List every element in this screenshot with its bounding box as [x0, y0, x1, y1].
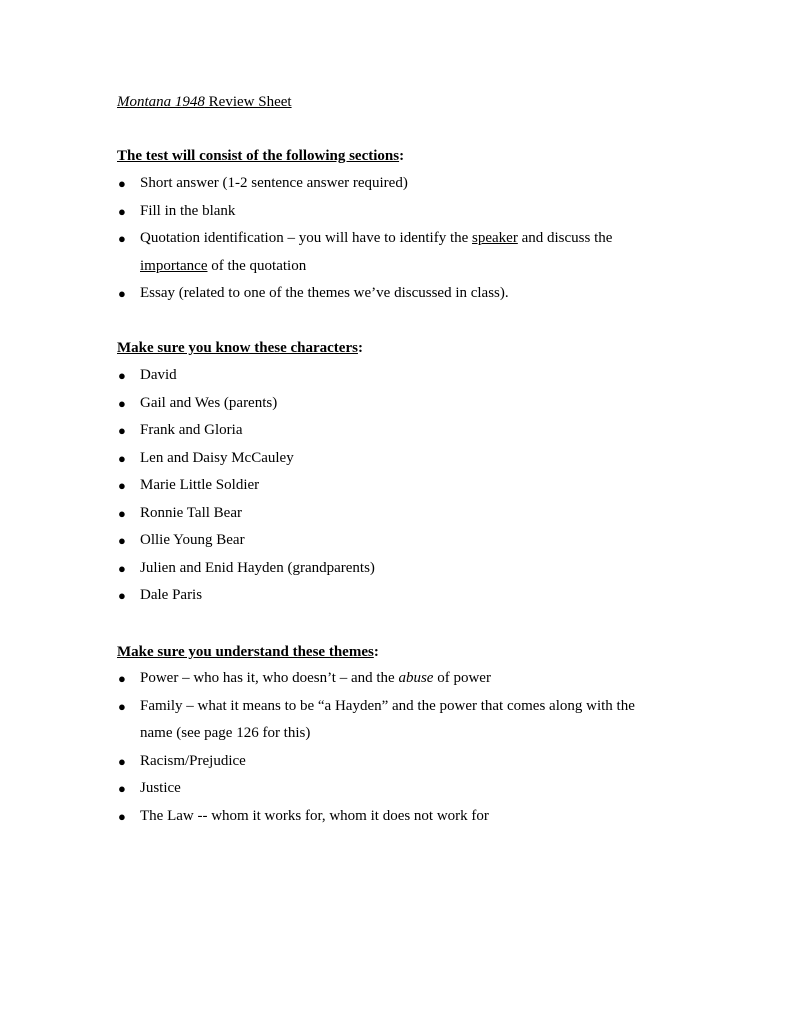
bullet-icon: ●	[118, 478, 126, 493]
list-item	[117, 198, 677, 226]
list-item	[117, 527, 677, 555]
list-item-text-pre: Quotation identification – you will have to identify the	[140, 230, 473, 246]
bullet-icon: ●	[118, 533, 126, 548]
characters-list	[117, 362, 677, 610]
list-item-text-pre: Power – who has it, who doesn’t – and the	[140, 670, 399, 686]
list-item-text: Short answer (1-2 sentence answer required)	[140, 175, 408, 191]
list-item	[117, 665, 677, 693]
list-item	[117, 693, 677, 748]
list-item	[117, 582, 677, 610]
list-item-text: Dale Paris	[140, 587, 203, 603]
list-item	[117, 775, 677, 803]
list-item	[117, 417, 677, 445]
section-heading-text: Make sure you understand these themes	[117, 644, 374, 660]
section-heading-themes	[117, 642, 379, 662]
list-item-text: Justice	[140, 780, 181, 796]
list-item-text: Julien and Enid Hayden (grandparents)	[140, 559, 375, 576]
bullet-icon: ●	[118, 781, 126, 796]
italic-abuse: abuse	[398, 670, 434, 686]
list-item	[117, 472, 677, 500]
bullet-icon: ●	[118, 588, 126, 603]
list-item-text: David	[140, 367, 177, 383]
bullet-icon: ●	[118, 698, 126, 714]
section-heading-characters	[117, 338, 363, 358]
test-sections-list	[117, 170, 677, 308]
list-item	[117, 390, 677, 418]
bullet-icon: ●	[118, 368, 126, 383]
list-item	[117, 748, 677, 776]
bullet-icon: ●	[118, 450, 126, 466]
list-item-text: Len and Daisy McCauley	[140, 449, 294, 466]
bullet-icon: ●	[118, 176, 126, 191]
bullet-icon: ●	[118, 231, 126, 246]
list-item	[117, 280, 677, 308]
title-rest: Review Sheet	[204, 94, 292, 110]
bullet-icon: ●	[118, 808, 126, 824]
list-item-text-line2: name (see page 126 for this)	[140, 725, 311, 741]
list-item	[117, 445, 677, 473]
list-item-text: Racism/Prejudice	[140, 752, 246, 769]
bullet-icon: ●	[118, 423, 126, 438]
list-item	[117, 225, 677, 280]
list-item-text: Marie Little Soldier	[140, 477, 260, 493]
list-item-text: Frank and Gloria	[140, 422, 243, 438]
section-heading-colon: :	[357, 340, 363, 356]
list-item	[117, 555, 677, 583]
bullet-icon: ●	[118, 203, 126, 219]
list-item-text: The Law -- whom it works for, whom it does not work for	[140, 807, 489, 824]
section-heading-test-sections	[117, 146, 404, 166]
underlined-speaker: speaker	[472, 230, 518, 246]
title-italic: Montana 1948	[117, 94, 205, 110]
list-item-text: Ollie Young Bear	[140, 532, 245, 548]
list-item-text: Gail and Wes (parents)	[140, 394, 278, 411]
list-item	[117, 500, 677, 528]
list-item-text-mid: and discuss the	[517, 230, 613, 246]
bullet-icon: ●	[118, 505, 126, 521]
bullet-icon: ●	[118, 560, 126, 576]
list-item	[117, 170, 677, 198]
underlined-importance: importance	[140, 257, 208, 274]
list-item-text-line1: Family – what it means to be “a Hayden” and the power that comes along with the	[140, 697, 635, 714]
list-item	[117, 362, 677, 390]
section-heading-colon: :	[399, 148, 405, 164]
list-item-text-post: of the quotation	[207, 257, 307, 274]
themes-list	[117, 665, 677, 830]
bullet-icon: ●	[118, 753, 126, 769]
page-title	[117, 92, 292, 112]
section-heading-text: Make sure you know these characters	[117, 340, 358, 356]
list-item-text: Fill in the blank	[140, 202, 236, 219]
bullet-icon: ●	[118, 671, 126, 686]
list-item	[117, 803, 677, 831]
section-heading-colon: :	[373, 644, 379, 660]
list-item-text: Essay (related to one of the themes we’ve discussed in class).	[140, 285, 509, 301]
section-heading-text: The test will consist of the following sections	[117, 148, 400, 164]
list-item-text: Ronnie Tall Bear	[140, 504, 242, 521]
bullet-icon: ●	[118, 395, 126, 411]
list-item-text-post: of power	[433, 670, 491, 686]
bullet-icon: ●	[118, 286, 126, 301]
